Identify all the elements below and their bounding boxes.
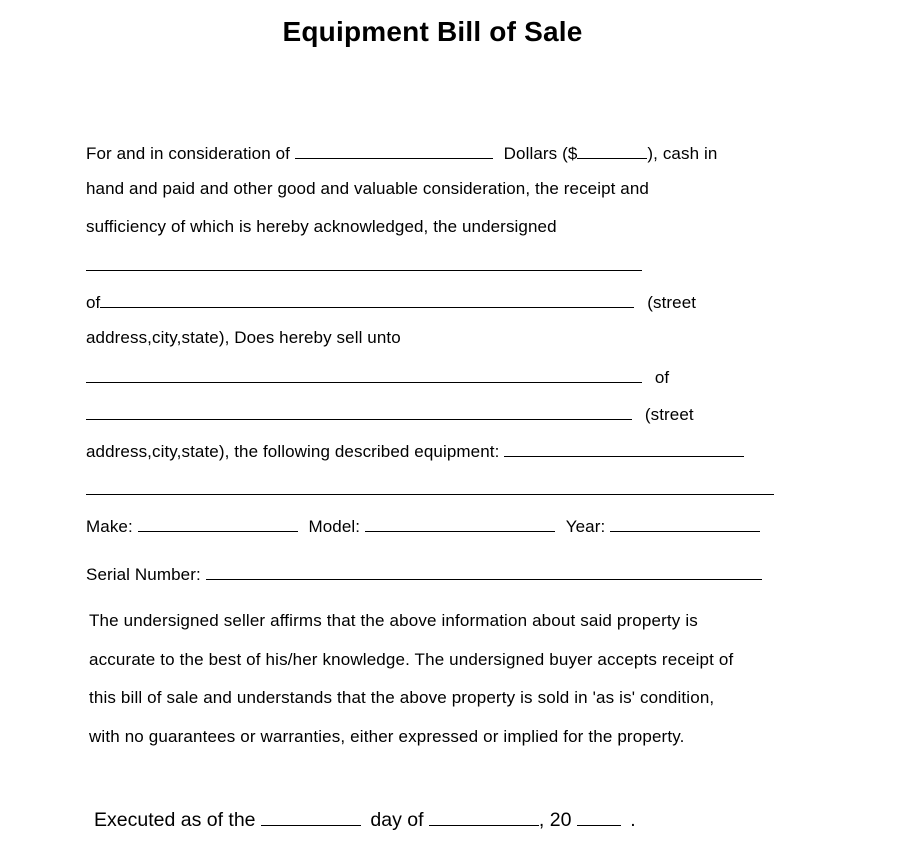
consideration-text-c: ), cash in [647,144,718,163]
amount-dollars-blank[interactable] [577,142,647,159]
buyer-address-text: address,city,state), the following described equipment: [86,442,500,461]
execution-day-blank[interactable] [261,807,361,826]
consideration-line-2: hand and paid and other good and valuable consideration, the receipt and [86,179,649,198]
amount-words-blank[interactable] [295,142,493,159]
consideration-line-1 [86,142,717,164]
execution-text-1: Executed as of the [94,809,256,831]
execution-year-blank[interactable] [577,807,621,826]
year-blank[interactable] [610,515,760,532]
execution-text-4: . [630,809,636,831]
document-title: Equipment Bill of Sale [282,16,583,47]
execution-row [94,807,636,832]
buyer-name-blank[interactable] [86,366,642,383]
serial-blank[interactable] [206,563,762,580]
affirmation-line-3: this bill of sale and understands that the above property is sold in 'as is' condition, [89,688,715,707]
seller-address-line: address,city,state), Does hereby sell unto [86,328,401,347]
consideration-text-b: Dollars ($ [503,144,578,163]
equipment-description-row [86,478,774,500]
execution-month-blank[interactable] [429,807,539,826]
affirmation-line-4: with no guarantees or warranties, either expressed or implied for the property. [89,727,685,746]
seller-of-label: of [86,293,101,312]
make-model-year-row [86,515,760,537]
make-label: Make: [86,517,133,536]
buyer-street-label: (street [644,405,694,424]
equipment-description-blank[interactable] [504,440,744,457]
buyer-of-label: of [654,368,670,387]
year-label: Year: [565,517,606,536]
execution-text-3: , 20 [538,809,572,831]
model-blank[interactable] [365,515,555,532]
seller-name-blank[interactable] [86,254,642,271]
serial-label: Serial Number: [86,565,201,584]
buyer-address-line [86,440,744,462]
buyer-name-row [86,366,669,388]
equipment-description-blank-2[interactable] [86,478,774,495]
consideration-line-3: sufficiency of which is hereby acknowledged, the undersigned [86,217,557,236]
model-label: Model: [308,517,361,536]
buyer-address-row [86,403,694,425]
buyer-address-blank[interactable] [86,403,632,420]
seller-name-row [86,254,642,276]
affirmation-line-1: The undersigned seller affirms that the above information about said property is [89,611,698,630]
seller-street-label: (street [647,293,697,312]
serial-row [86,563,762,585]
seller-address-blank[interactable] [100,291,634,308]
seller-address-row [86,291,696,313]
affirmation-line-2: accurate to the best of his/her knowledge. The undersigned buyer accepts receipt of [89,650,734,669]
make-blank[interactable] [138,515,298,532]
consideration-text-a: For and in consideration of [86,144,290,163]
execution-text-2: day of [370,809,424,831]
